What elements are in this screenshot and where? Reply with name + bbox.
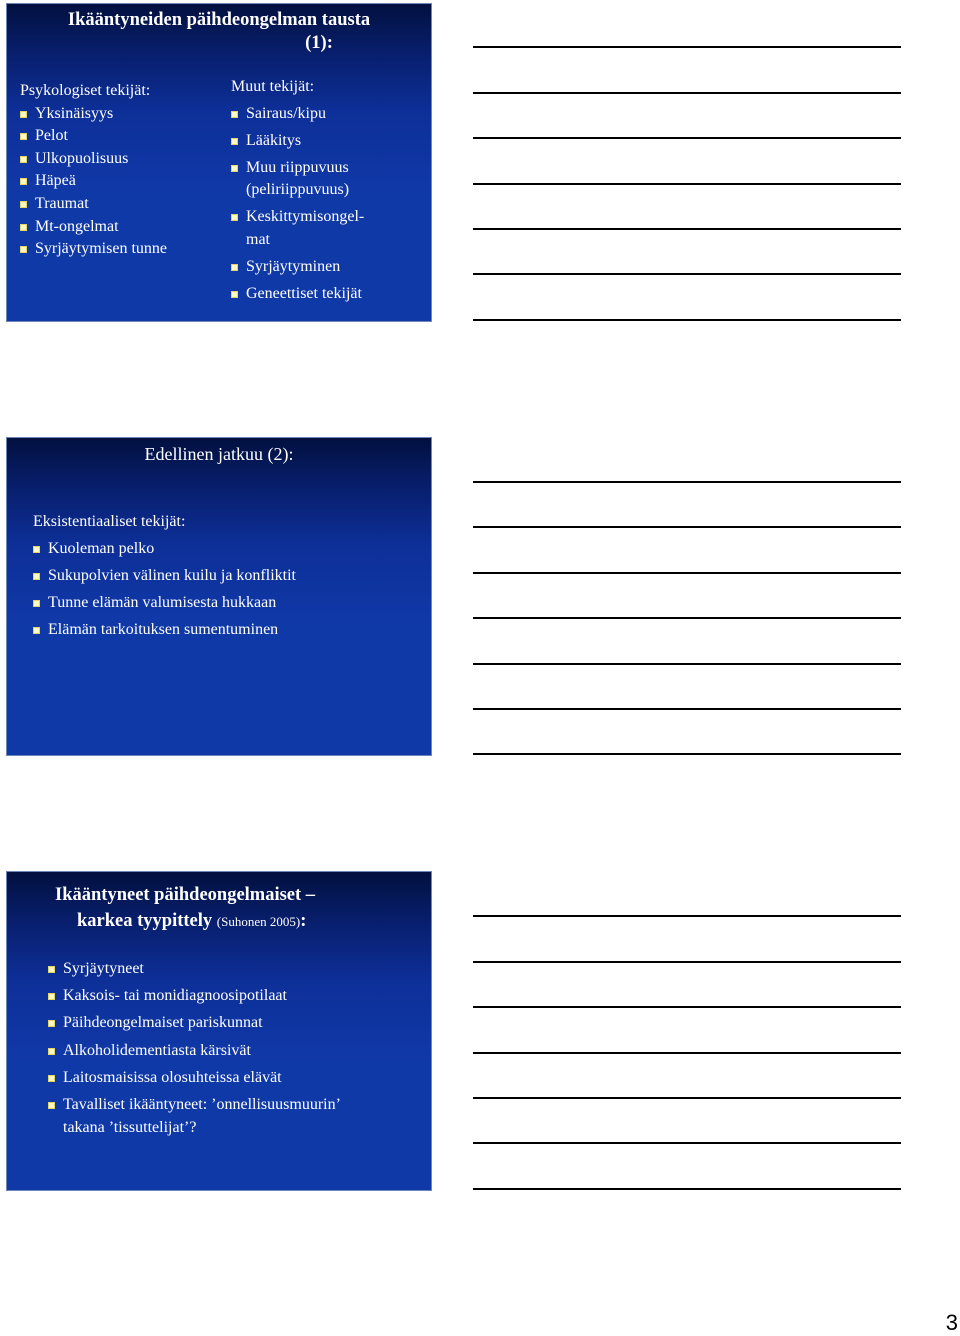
square-bullet-icon [231, 214, 238, 221]
slide-3-title-line-1: Ikääntyneet päihdeongelmaiset – [55, 885, 316, 905]
list-item-text: Ulkopuolisuus [35, 149, 129, 167]
note-line [473, 183, 901, 185]
list-item-text: Alkoholidementiasta kärsivät [63, 1041, 251, 1059]
other-factors-column [231, 76, 427, 310]
list-item-text: Geneettiset tekijät [246, 284, 362, 302]
list-item-text: Mt-ongelmat [35, 217, 119, 235]
note-line [473, 526, 901, 528]
psychological-factors-heading: Psykologiset tekijät: [20, 82, 151, 99]
list-item-text-continued: (peliriippuvuus) [246, 181, 350, 199]
psychological-factors-list [20, 103, 220, 261]
square-bullet-icon [231, 111, 238, 118]
list-item [231, 103, 427, 126]
list-item [48, 1040, 428, 1063]
other-factors-list [231, 103, 427, 306]
square-bullet-icon [231, 138, 238, 145]
list-item-text: Tunne elämän valumisesta hukkaan [48, 593, 277, 611]
square-bullet-icon [20, 178, 27, 185]
list-item-text: Syrjäytyminen [246, 257, 341, 275]
square-bullet-icon [48, 1020, 55, 1027]
square-bullet-icon [20, 156, 27, 163]
note-line [473, 137, 901, 139]
list-item [20, 216, 220, 239]
square-bullet-icon [20, 224, 27, 231]
note-line [473, 617, 901, 619]
slide-1-title-line-1: Ikääntyneiden päihdeongelman tausta [67, 10, 371, 30]
page-number: 3 [945, 1310, 958, 1335]
square-bullet-icon [20, 111, 27, 118]
list-item-text: Syrjäytymisen tunne [35, 240, 167, 258]
list-item-text-continued: takana ’tissuttelijat’? [63, 1118, 197, 1136]
note-line [473, 663, 901, 665]
note-line [473, 753, 901, 755]
existential-factors-list [33, 538, 423, 642]
list-item-text: Syrjäytyneet [63, 960, 144, 977]
slide-3-title-colon: : [300, 911, 307, 931]
slide-3-title [55, 884, 431, 933]
list-item [33, 538, 423, 561]
note-line [473, 228, 901, 230]
list-item [231, 256, 427, 279]
list-item-text: Tavalliset ikääntyneet: ’onnellisuusmuurin’ [63, 1095, 341, 1113]
list-item [20, 148, 220, 171]
square-bullet-icon [231, 291, 238, 298]
note-line [473, 1188, 901, 1190]
list-item-text: Kaksois- tai monidiagnoosipotilaat [63, 987, 287, 1005]
list-item-text: Sairaus/kipu [246, 104, 326, 122]
note-line [473, 273, 901, 275]
list-item-text: Häpeä [35, 172, 76, 190]
existential-factors-column [33, 511, 423, 646]
typology-list [48, 958, 428, 1139]
psychological-factors-column [20, 80, 220, 261]
note-line [473, 319, 901, 321]
square-bullet-icon [231, 165, 238, 172]
typology-column [48, 958, 428, 1144]
note-line [473, 915, 901, 917]
square-bullet-icon [48, 966, 55, 973]
slide-1 [6, 3, 432, 322]
note-line [473, 708, 901, 710]
list-item [33, 592, 423, 615]
list-item [20, 170, 220, 193]
list-item-text: Pelot [35, 127, 68, 145]
list-item [231, 283, 427, 306]
slide-3 [6, 871, 432, 1191]
note-line [473, 481, 901, 483]
slide-2 [6, 437, 432, 756]
square-bullet-icon [20, 201, 27, 208]
existential-factors-heading: Eksistentiaaliset tekijät: [33, 513, 186, 530]
square-bullet-icon [48, 1102, 55, 1109]
slide-3-title-line-2 [55, 910, 431, 933]
list-item-text-continued: mat [246, 230, 270, 248]
note-line [473, 1052, 901, 1054]
square-bullet-icon [33, 573, 40, 580]
list-item [20, 103, 220, 126]
note-line [473, 961, 901, 963]
list-item-text: Kuoleman pelko [48, 539, 155, 557]
list-item [231, 206, 427, 251]
list-item [20, 238, 220, 261]
note-line [473, 46, 901, 48]
square-bullet-icon [48, 1075, 55, 1082]
list-item-text: Keskittymisongel- [246, 208, 365, 226]
list-item [48, 1012, 428, 1035]
slide-2-title: Edellinen jatkuu (2): [144, 444, 294, 464]
list-item-text: Traumat [35, 194, 89, 212]
list-item-text: Päihdeongelmaiset pariskunnat [63, 1014, 263, 1032]
list-item [20, 125, 220, 148]
list-item [20, 193, 220, 216]
note-line [473, 572, 901, 574]
note-line [473, 1142, 901, 1144]
slide-1-title [7, 9, 431, 55]
square-bullet-icon [20, 246, 27, 253]
square-bullet-icon [33, 600, 40, 607]
list-item [231, 130, 427, 153]
slide-3-title-text: karkea tyypittely [77, 911, 213, 931]
square-bullet-icon [33, 546, 40, 553]
list-item [48, 985, 428, 1008]
square-bullet-icon [231, 264, 238, 271]
slide-3-title-source: (Suhonen 2005) [216, 914, 301, 929]
note-line [473, 92, 901, 94]
square-bullet-icon [48, 1048, 55, 1055]
list-item-text: Sukupolvien välinen kuilu ja konfliktit [48, 566, 296, 584]
list-item [48, 958, 428, 981]
slide-1-title-line-2: (1): [305, 33, 333, 53]
list-item [48, 1067, 428, 1090]
note-line [473, 1097, 901, 1099]
square-bullet-icon [20, 133, 27, 140]
list-item [231, 157, 427, 202]
list-item [33, 565, 423, 588]
list-item-text: Muu riippuvuus [246, 158, 349, 176]
list-item-text: Yksinäisyys [35, 104, 114, 122]
list-item-text: Laitosmaisissa olosuhteissa elävät [63, 1068, 282, 1086]
square-bullet-icon [48, 993, 55, 1000]
list-item-text: Elämän tarkoituksen sumentuminen [48, 621, 279, 639]
list-item [33, 619, 423, 642]
list-item [48, 1094, 428, 1139]
other-factors-heading: Muut tekijät: [231, 78, 315, 95]
list-item-text: Lääkitys [246, 131, 302, 149]
square-bullet-icon [33, 627, 40, 634]
note-line [473, 1006, 901, 1008]
